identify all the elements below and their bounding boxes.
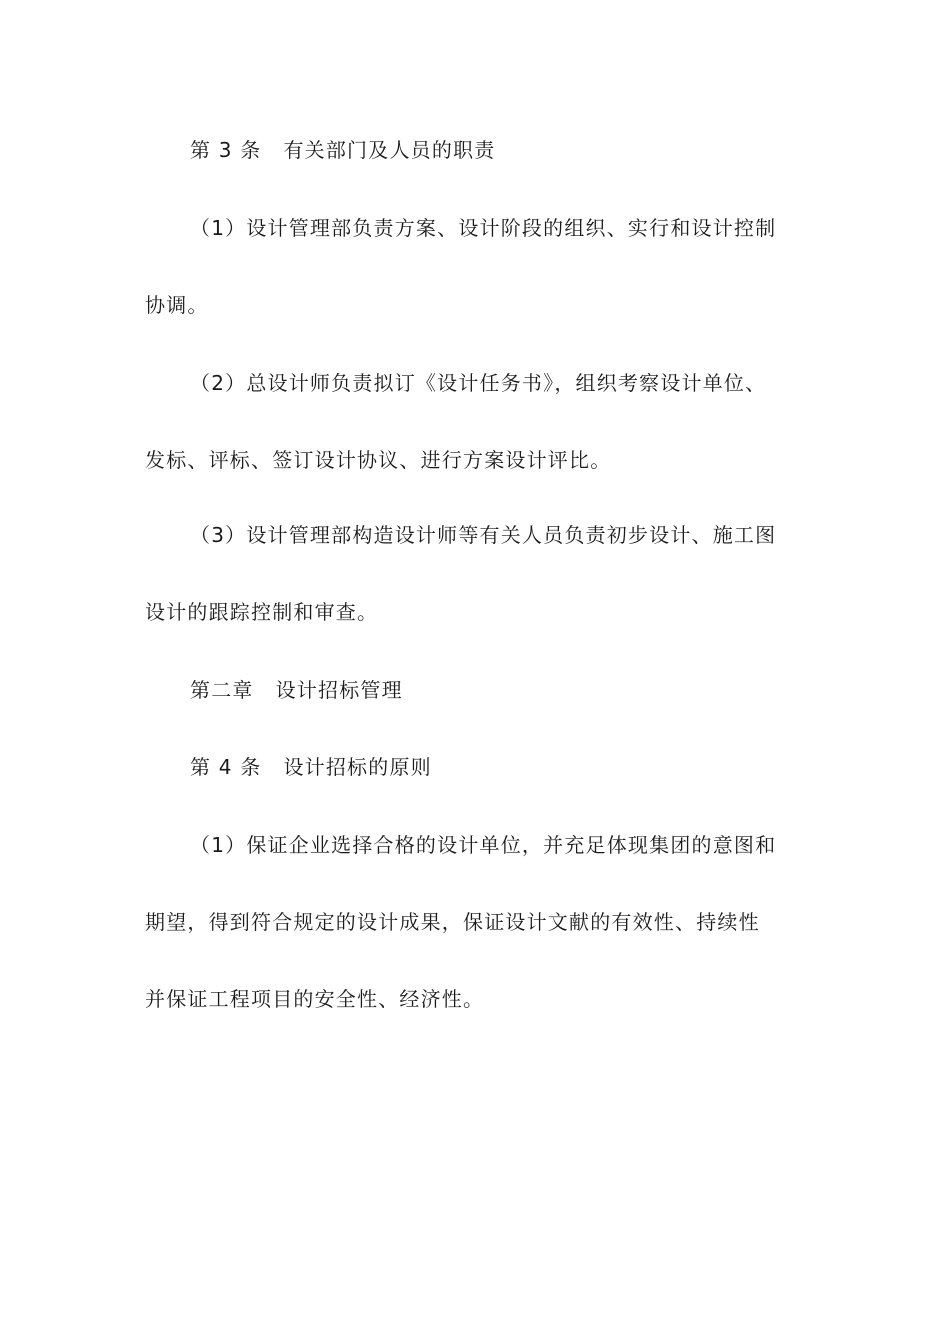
article-4-title: 设计招标的原则 — [283, 755, 432, 779]
item-3-line-1: （3）设计管理部构造设计师等有关人员负责初步设计、施工图 — [190, 523, 777, 547]
item-2-line-1: （2）总设计师负责拟订《设计任务书》，组织考察设计单位、 — [190, 371, 767, 395]
article-3-heading — [190, 136, 860, 164]
article-3-number: 第 3 条 — [190, 138, 262, 162]
chapter-2-heading — [190, 676, 860, 704]
article-4-number: 第 4 条 — [190, 755, 262, 779]
principle-1-line-1: （1）保证企业选择合格的设计单位，并充足体现集团的意图和 — [190, 833, 777, 857]
chapter-2-number: 第二章 — [190, 678, 254, 702]
article-4-heading — [190, 753, 860, 781]
principle-1-line-2: 期望，得到符合规定的设计成果，保证设计文献的有效性、持续性 — [145, 910, 760, 934]
item-1-line-2: 协调。 — [145, 293, 209, 317]
item-1-line-1: （1）设计管理部负责方案、设计阶段的组织、实行和设计控制 — [190, 216, 777, 240]
principle-1-line-3: 并保证工程项目的安全性、经济性。 — [145, 987, 485, 1011]
item-2-line-2: 发标、评标、签订设计协议、进行方案设计评比。 — [145, 448, 612, 472]
item-3-line-2: 设计的跟踪控制和审查。 — [145, 600, 379, 624]
article-3-title: 有关部门及人员的职责 — [283, 138, 496, 162]
chapter-2-title: 设计招标管理 — [275, 678, 403, 702]
